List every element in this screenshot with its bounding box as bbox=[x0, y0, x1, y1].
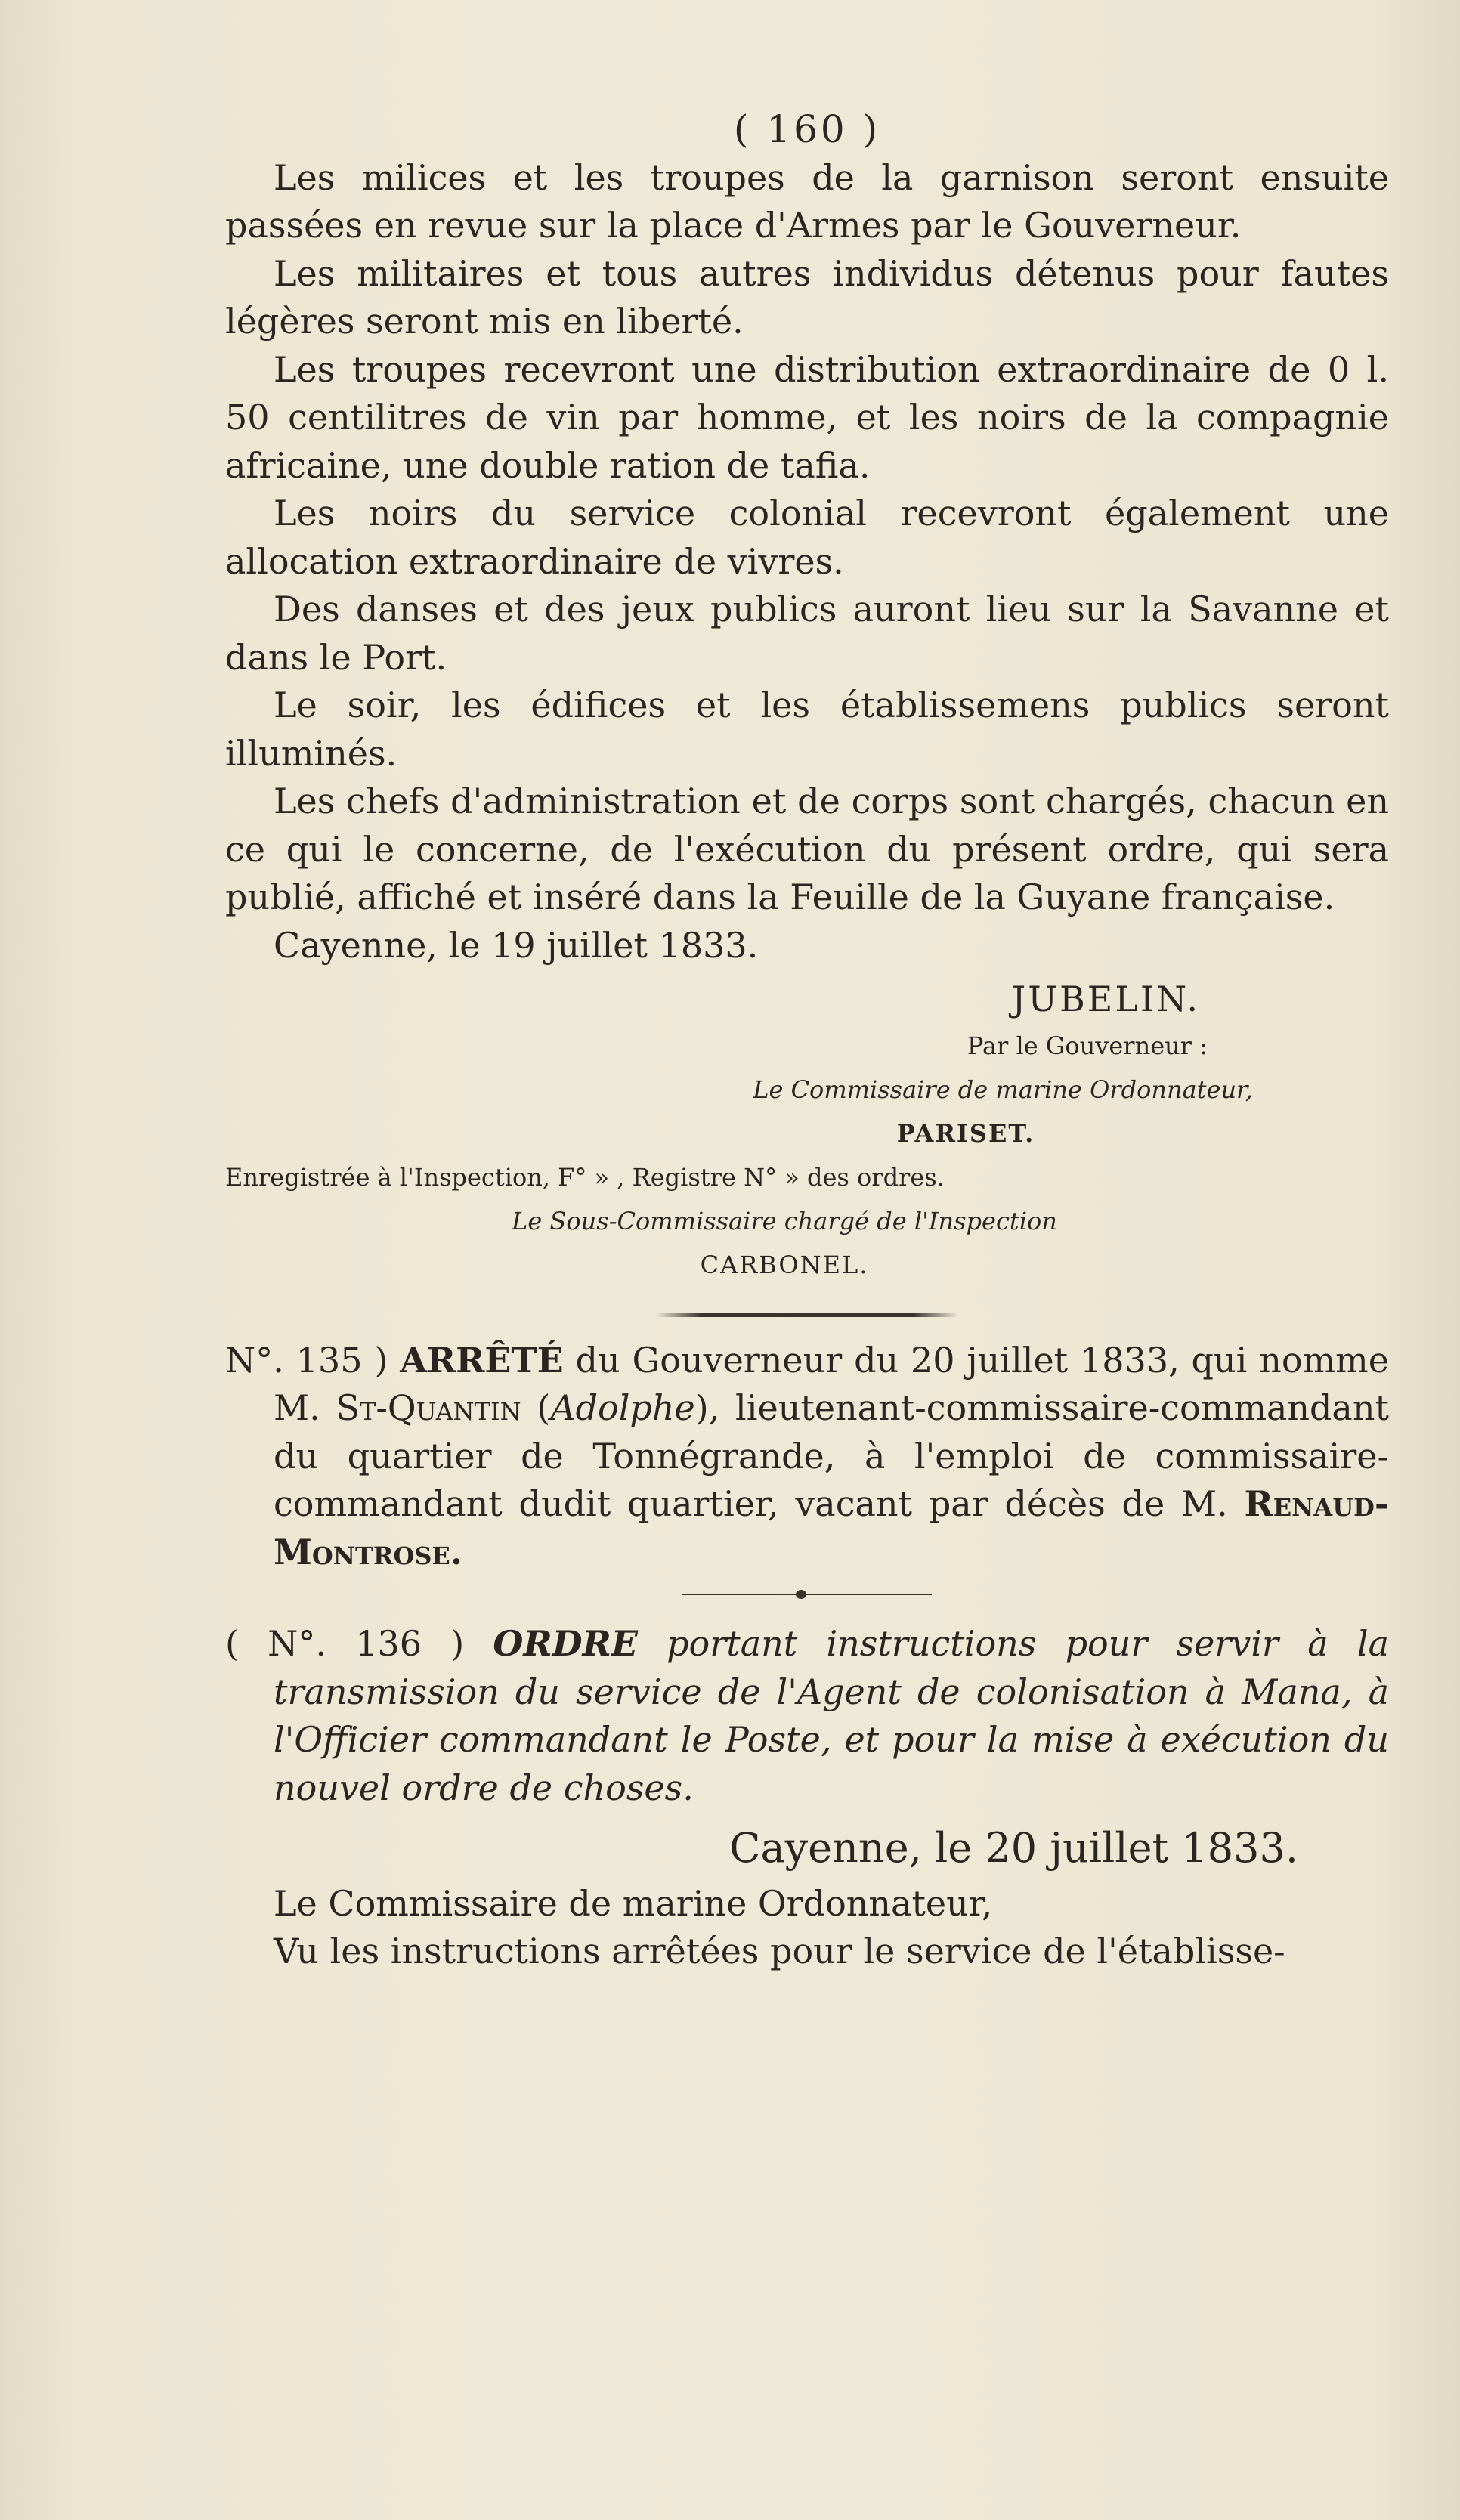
paragraph: Le soir, les édifices et les établissemens publics seront illuminés. bbox=[225, 685, 1389, 774]
date-line: Cayenne, le 19 juillet 1833. bbox=[274, 924, 759, 966]
page-number: ( 160 ) bbox=[733, 107, 881, 151]
commissaire-name: PARISET. bbox=[896, 1118, 1035, 1148]
commissaire-title: Le Commissaire de marine Ordonnateur, bbox=[753, 1074, 1253, 1104]
ordre-number: ( N°. 136 ) bbox=[225, 1623, 465, 1664]
arrete-text-b: lieutenant-commissaire-commandant du quartier de Tonnégrande, à l'emploi de commissaire-commandant dudit quartier, vacant par décès de M. bbox=[274, 1387, 1389, 1524]
paren-close: ), bbox=[694, 1387, 736, 1428]
arrete-number: N°. 135 ) bbox=[225, 1339, 388, 1381]
par-gouverneur: Par le Gouverneur : bbox=[967, 1031, 1208, 1060]
paragraph: Des danses et des jeux publics auront lieu sur la Savanne et dans le Port. bbox=[225, 589, 1389, 678]
sous-commissaire-title: Le Sous-Commissaire chargé de l'Inspection bbox=[512, 1206, 1057, 1235]
paragraph: Les troupes recevront une distribution extraordinaire de 0 l. 50 centilitres de vin par homme, et les noirs de la compagnie africaine, une double ration de tafia. bbox=[225, 348, 1389, 486]
ordre-text: portant instructions pour servir à la transmission du service de l'Agent de colonisation à Mana, à l'Officier commandant le Poste, et pour la mise à exécution du nouvel ordre de choses. bbox=[274, 1623, 1390, 1808]
arrete-name-1: St-Quantin bbox=[336, 1387, 521, 1428]
arrete-title: ARRÊTÉ bbox=[400, 1339, 564, 1381]
paragraph: Les militaires et tous autres individus détenus pour fautes légères seront mis en liberté. bbox=[225, 252, 1389, 342]
ordre-136 bbox=[225, 1620, 1389, 1812]
arrete-text-a: du Gouverneur du 20 juillet 1833, qui nomme M. bbox=[274, 1339, 1389, 1428]
closing-line: Le Commissaire de marine Ordonnateur, bbox=[274, 1882, 993, 1924]
section-divider bbox=[656, 1313, 958, 1317]
arrete-135 bbox=[225, 1337, 1389, 1577]
paren-open: ( bbox=[521, 1387, 551, 1428]
paragraph: Les chefs d'administration et de corps sont chargés, chacun en ce qui le concerne, de l'exécution du présent ordre, qui sera publié, affiché et inséré dans la Feuille de la Guyane française. bbox=[225, 781, 1389, 917]
paragraph: Les milices et les troupes de la garnison seront ensuite passées en revue sur la place d'Armes par le Gouverneur. bbox=[225, 156, 1389, 246]
text-column bbox=[225, 106, 1389, 1976]
sous-commissaire-name: CARBONEL. bbox=[700, 1250, 869, 1279]
date-line-2: Cayenne, le 20 juillet 1833. bbox=[729, 1824, 1298, 1872]
governor-signature: JUBELIN. bbox=[1011, 979, 1200, 1019]
arrete-name-2: Renaud-Montrose. bbox=[274, 1483, 1389, 1572]
arrete-firstname: Adolphe bbox=[550, 1387, 695, 1428]
enregistree-line: Enregistrée à l'Inspection, F° » , Registre N° » des ordres. bbox=[225, 1162, 945, 1192]
ornamental-divider bbox=[682, 1591, 932, 1597]
closing-line: Vu les instructions arrêtées pour le service de l'établisse- bbox=[274, 1931, 1285, 1971]
ordre-title: ORDRE bbox=[493, 1623, 638, 1664]
paragraph: Les noirs du service colonial recevront également une allocation extraordinaire de vivres. bbox=[225, 493, 1389, 582]
